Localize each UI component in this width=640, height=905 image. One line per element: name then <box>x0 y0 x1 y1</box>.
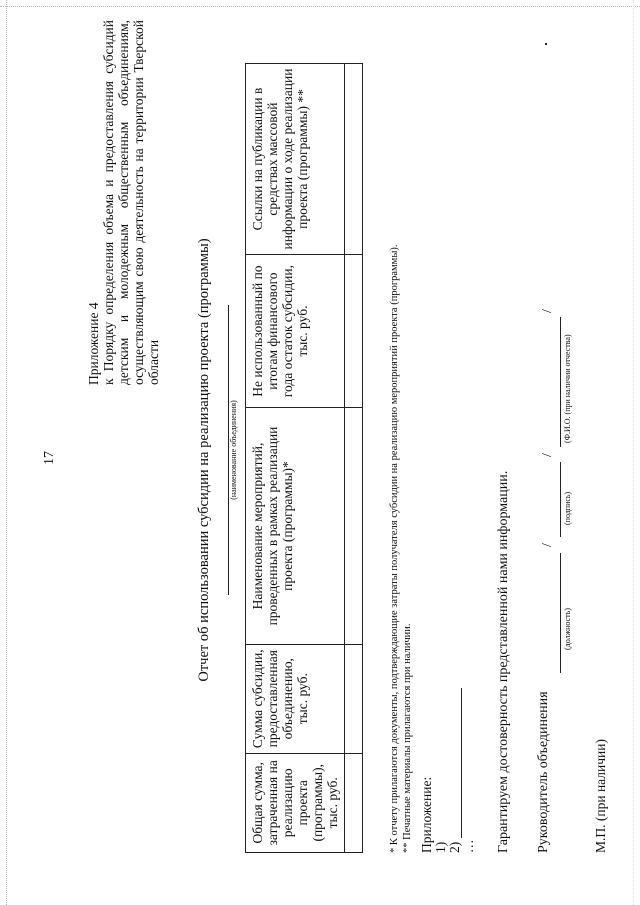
table-cell <box>345 644 363 753</box>
table-header-events: Наименование мероприятий, проведенных в рамках реализации проекта (программы)* <box>246 408 345 645</box>
appendix-title: Приложение 4 <box>86 302 101 385</box>
head-label: Руководитель объединения <box>536 691 551 853</box>
attachment-item-1 <box>434 688 448 853</box>
table-cell <box>345 255 363 408</box>
attachment-item-2 <box>448 688 462 853</box>
footnote-1: * К отчету прилагаются документы, подтверждающие затраты получателя субсидии на реализацию мероприятий проекта (программы). <box>389 244 400 853</box>
table-header-subsidy: Сумма субсидии, предоставленная объединению, тыс. руб. <box>246 644 345 753</box>
slash-1: / <box>540 543 555 547</box>
report-title: Отчет об использовании субсидии на реализацию проекта (программы) <box>196 238 212 682</box>
table-header-total: Общая сумма, затраченная на реализацию проекта (программы), тыс. руб. <box>246 753 345 852</box>
table-cell <box>345 753 363 852</box>
appendix-text: к Порядку определения объема и предоставления субсидий детским и молодежным общественным объединениям, осуществляющим свою деятельность на территории Тверской области <box>101 20 161 385</box>
signature-line <box>550 462 561 537</box>
stamp-label: М.П. (при наличии) <box>593 739 608 853</box>
attachments-label: Приложение: <box>419 776 434 853</box>
footnotes <box>388 244 414 853</box>
table-row <box>345 64 363 853</box>
name-caption: (Ф.И.О. (при наличии отчества) <box>563 334 572 443</box>
attachment-ellipsis: … <box>461 839 476 853</box>
table-header-remainder: Не использованный по итогам финансового года остаток субсидии, тыс. руб. <box>246 255 345 408</box>
appendix-block <box>86 20 161 385</box>
table-header-media: Ссылки на публикации в средствах массовой информации о ходе реализации проекта (программы) ** <box>246 64 345 255</box>
name-line <box>550 317 561 447</box>
table-cell <box>345 64 363 255</box>
guarantee-text: Гарантируем достоверность представленной нами информации. <box>496 470 511 853</box>
signature-caption: (подпись) <box>563 491 572 525</box>
position-caption: (должность) <box>563 608 572 650</box>
attachment-number-1: 1) <box>433 841 448 853</box>
attachment-number-2: 2) <box>447 841 462 853</box>
table-cell <box>345 408 363 645</box>
attachments-block <box>420 688 476 853</box>
org-name-line <box>220 305 229 595</box>
report-table <box>245 63 363 853</box>
slash-2: / <box>540 453 555 457</box>
slash-3: / <box>540 309 555 313</box>
table-header-row <box>246 64 345 853</box>
position-line <box>550 553 561 673</box>
attachment-line-2 <box>451 688 462 838</box>
footnote-2: ** Печатные материалы прилагаются при наличии. <box>402 623 413 853</box>
scan-dot <box>545 43 547 45</box>
page-number: 17 <box>42 451 57 465</box>
org-name-caption: (наименование объединения) <box>229 400 238 500</box>
